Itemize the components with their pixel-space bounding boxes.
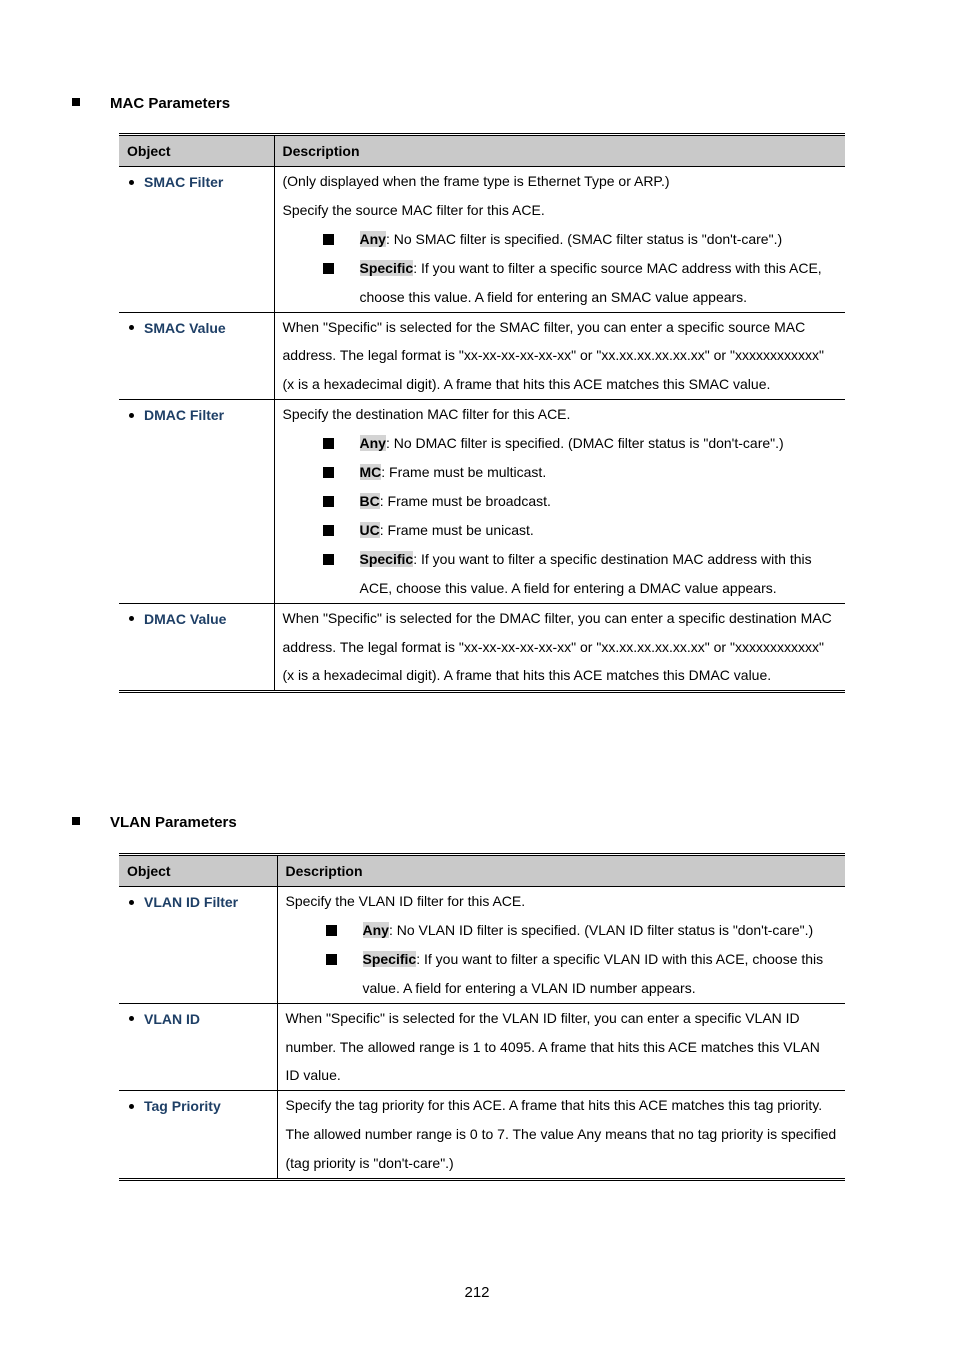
option-text: : Frame must be unicast. bbox=[379, 521, 534, 538]
option-item bbox=[286, 945, 838, 1003]
square-bullet-icon bbox=[323, 467, 334, 478]
option-keyword: Specific bbox=[362, 950, 417, 967]
option-keyword: Any bbox=[359, 435, 386, 452]
option-keyword: Any bbox=[362, 921, 389, 938]
square-bullet-icon bbox=[323, 234, 334, 245]
column-header-object: Object bbox=[119, 135, 274, 167]
option-text: : If you want to filter a specific destination MAC address with this ACE, choose this value. A field for entering a DMAC value appears. bbox=[359, 550, 812, 596]
option-text: : If you want to filter a specific source MAC address with this ACE, choose this value. A field for entering an SMAC value appears. bbox=[359, 259, 822, 305]
description-cell bbox=[277, 887, 845, 1004]
object-name-tag-priority: Tag Priority bbox=[144, 1098, 221, 1115]
square-bullet-icon bbox=[326, 925, 337, 936]
column-header-description: Description bbox=[274, 135, 845, 167]
option-item bbox=[283, 458, 838, 487]
bullet-icon bbox=[129, 1104, 134, 1109]
column-header-object: Object bbox=[119, 855, 277, 887]
mac-parameters-heading bbox=[72, 95, 230, 113]
vlan-parameters-table bbox=[119, 853, 845, 1181]
option-text: : No VLAN ID filter is specified. (VLAN ID filter status is "don't-care".) bbox=[388, 921, 814, 938]
option-keyword: BC bbox=[359, 492, 380, 509]
option-item bbox=[283, 516, 838, 545]
table-row bbox=[119, 887, 845, 1004]
table-row bbox=[119, 1003, 845, 1091]
description-text: When "Specific" is selected for the DMAC filter, you can enter a specific destination MAC address. The legal format is "xx-xx-xx-xx-xx-xx" or "xx.xx.xx.xx.xx.xx" or "xxxxxxxxxxxx" (x is a hexadecimal digit). A frame that hits this ACE matches this DMAC value. bbox=[282, 609, 832, 684]
option-text: : Frame must be broadcast. bbox=[379, 492, 551, 509]
description-cell bbox=[274, 603, 845, 692]
vlan-parameters-heading bbox=[72, 814, 237, 832]
option-item bbox=[283, 545, 838, 603]
description-text: When "Specific" is selected for the VLAN ID filter, you can enter a specific VLAN ID number. The allowed range is 1 to 4095. A frame that hits this ACE matches this VLAN ID value. bbox=[285, 1009, 820, 1084]
object-cell bbox=[119, 1003, 277, 1091]
description-cell bbox=[274, 167, 845, 313]
object-cell bbox=[119, 400, 274, 603]
bullet-icon bbox=[129, 1016, 134, 1021]
object-cell bbox=[119, 1091, 277, 1180]
description-cell bbox=[277, 1003, 845, 1091]
option-text: : Frame must be multicast. bbox=[381, 464, 547, 481]
option-keyword: Specific bbox=[359, 259, 414, 276]
square-bullet-icon bbox=[72, 817, 80, 825]
option-text: : No SMAC filter is specified. (SMAC filter status is "don't-care".) bbox=[385, 230, 783, 247]
vlan-heading-text: VLAN Parameters bbox=[110, 814, 237, 831]
table-row bbox=[119, 312, 845, 400]
option-item bbox=[286, 916, 838, 945]
option-keyword: MC bbox=[359, 464, 382, 481]
bullet-icon bbox=[129, 325, 134, 330]
object-cell bbox=[119, 312, 274, 400]
description-cell bbox=[277, 1091, 845, 1180]
description-line: Specify the source MAC filter for this ACE. bbox=[282, 201, 545, 218]
square-bullet-icon bbox=[72, 98, 80, 106]
object-name-smac-filter: SMAC Filter bbox=[144, 174, 224, 190]
square-bullet-icon bbox=[323, 496, 334, 507]
square-bullet-icon bbox=[323, 263, 334, 274]
description-line: (Only displayed when the frame type is Ethernet Type or ARP.) bbox=[282, 173, 670, 189]
description-cell bbox=[274, 400, 845, 603]
mac-heading-text: MAC Parameters bbox=[110, 95, 231, 112]
bullet-icon bbox=[129, 413, 134, 418]
mac-parameters-table bbox=[119, 133, 845, 693]
option-text: : If you want to filter a specific VLAN ID with this ACE, choose this value. A field for entering a VLAN ID number appears. bbox=[362, 950, 824, 996]
square-bullet-icon bbox=[323, 525, 334, 536]
object-name-dmac-filter: DMAC Filter bbox=[144, 407, 225, 424]
table-row bbox=[119, 400, 845, 603]
option-item bbox=[283, 254, 838, 312]
option-item bbox=[283, 487, 838, 516]
description-text: When "Specific" is selected for the SMAC filter, you can enter a specific source MAC address. The legal format is "xx-xx-xx-xx-xx-xx" or "xx.xx.xx.xx.xx.xx" or "xxxxxxxxxxxx" (x is a hexadecimal digit). A frame that hits this ACE matches this SMAC value. bbox=[282, 318, 824, 393]
page-number: 212 bbox=[464, 1284, 490, 1301]
option-keyword: UC bbox=[359, 521, 380, 538]
column-header-description: Description bbox=[277, 855, 845, 887]
table-row bbox=[119, 1091, 845, 1180]
option-text: : No DMAC filter is specified. (DMAC filter status is "don't-care".) bbox=[385, 435, 784, 452]
description-text: Specify the tag priority for this ACE. A frame that hits this ACE matches this tag priority. The allowed number range is 0 to 7. The value Any means that no tag priority is specified (tag priority is "don't-care".) bbox=[285, 1097, 837, 1172]
option-keyword: Any bbox=[359, 230, 386, 247]
option-keyword: Specific bbox=[359, 550, 414, 567]
option-item bbox=[283, 429, 838, 458]
square-bullet-icon bbox=[323, 554, 334, 565]
square-bullet-icon bbox=[326, 954, 337, 965]
table-row bbox=[119, 167, 845, 313]
object-name-vlan-id-filter: VLAN ID Filter bbox=[144, 894, 239, 910]
square-bullet-icon bbox=[323, 438, 334, 449]
object-cell bbox=[119, 603, 274, 692]
description-cell bbox=[274, 312, 845, 400]
description-line: Specify the VLAN ID filter for this ACE. bbox=[285, 893, 526, 909]
table-header-row bbox=[119, 855, 845, 887]
object-cell bbox=[119, 167, 274, 313]
bullet-icon bbox=[129, 616, 134, 621]
description-line: Specify the destination MAC filter for this ACE. bbox=[282, 406, 571, 423]
object-name-vlan-id: VLAN ID bbox=[144, 1010, 200, 1027]
table-header-row bbox=[119, 135, 845, 167]
bullet-icon bbox=[129, 900, 134, 905]
table-row bbox=[119, 603, 845, 692]
object-cell bbox=[119, 887, 277, 1004]
object-name-smac-value: SMAC Value bbox=[144, 319, 226, 336]
object-name-dmac-value: DMAC Value bbox=[144, 610, 227, 627]
option-item bbox=[283, 225, 838, 254]
bullet-icon bbox=[129, 180, 134, 185]
